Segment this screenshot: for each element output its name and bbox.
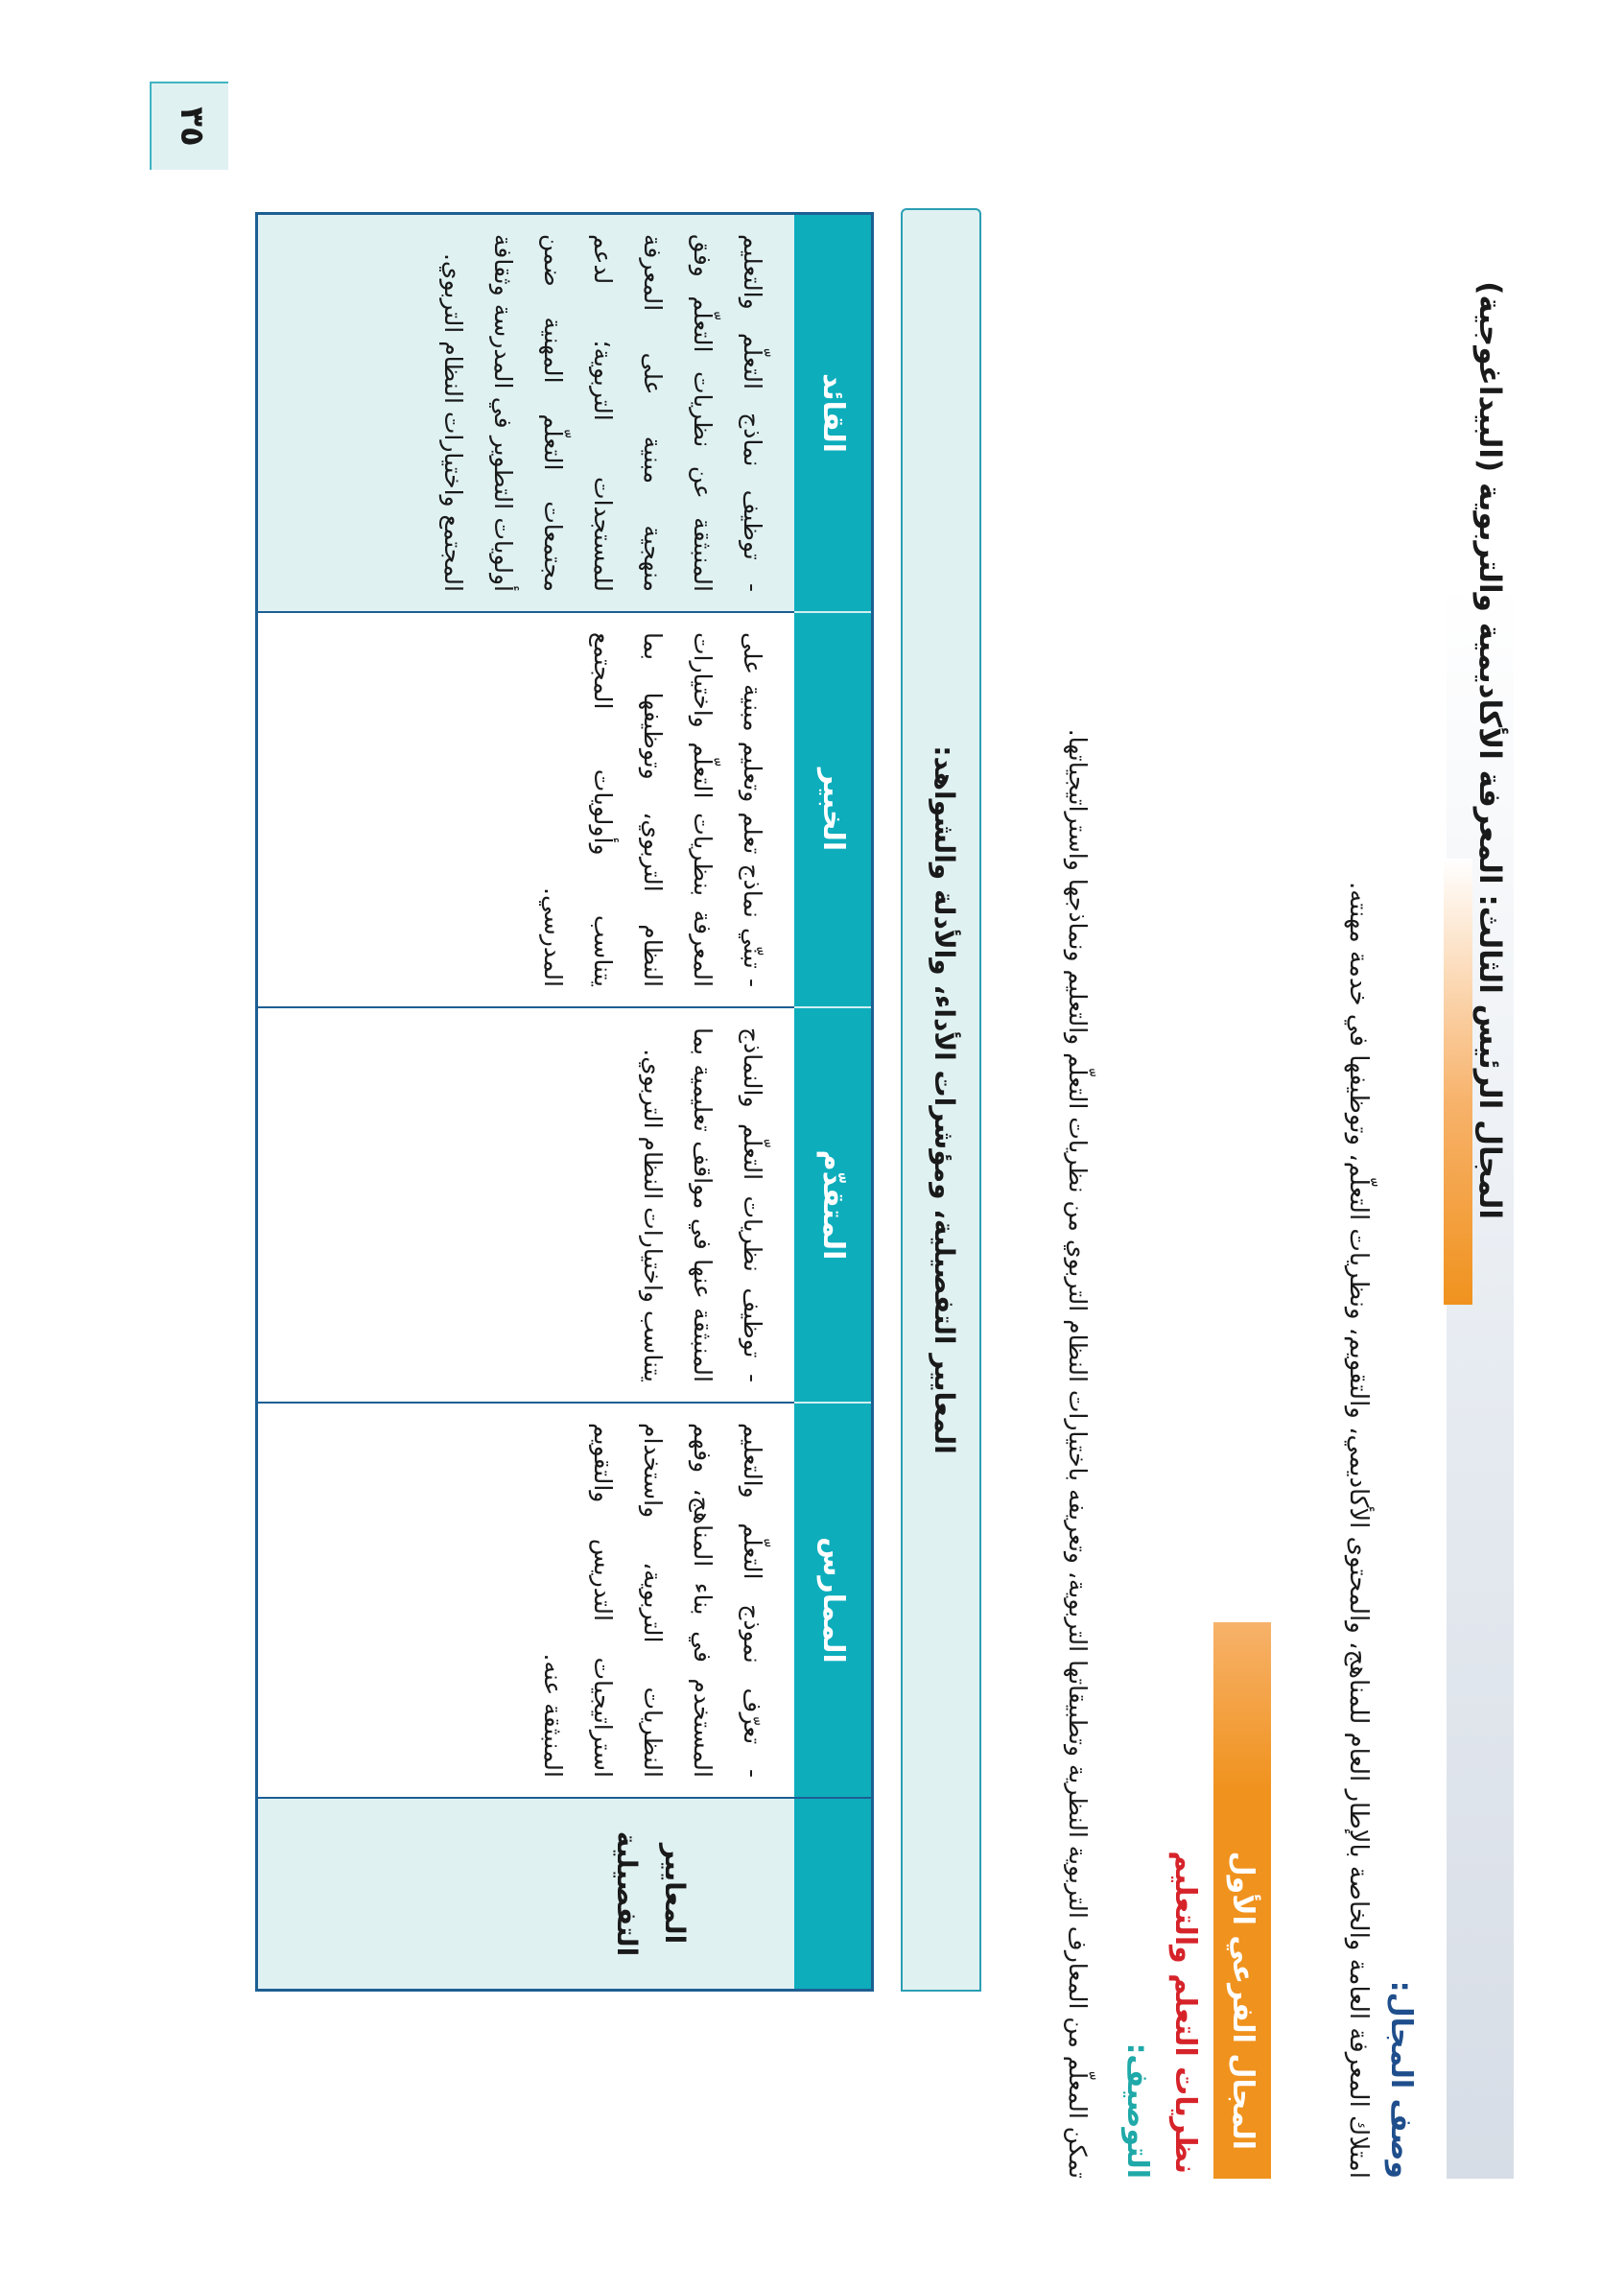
- table-caption: المعايير التفصيلية، ومؤشرات الأداء، والأدلة والشواهد:: [929, 745, 960, 1454]
- column-cell-leader: - توظيف نماذج التعلّم والتعليم المنبثقة عن نظريات التعلّم وفق منهجية مبنية على المعرفة للمستجدات التربوية؛ لدعم مجتمعات التعلّم المهنية ضمن أولويات التطوير في المدرسة وثقافة المجتمع واختيارات النظام التربوي.: [258, 215, 794, 611]
- domain-description-text: امتلاك المعرفة العامة والخاصة بالإطار العام للمناهج، والمحتوى الأكاديمي، والتقويم، ونظريات التعلّم، وتوظيفها في خدمة مهنته.: [1344, 881, 1373, 2179]
- column-cell-expert: - تبنّي نماذج تعلم وتعليم مبنية على المعرفة بنظريات التعلّم واختيارات النظام التربوي، وتوظيفها بما يتناسب وأولويات المجتمع المدرسي.: [258, 611, 794, 1006]
- column-header-leader: القائد: [794, 215, 871, 611]
- column-header-expert: الخبير: [794, 611, 871, 1006]
- column-header-advanced: المتقدّم: [794, 1006, 871, 1402]
- table-caption-box: [901, 208, 981, 1992]
- row-header-cell: [258, 1797, 871, 1989]
- domain-description-label: وصف المجال:: [1384, 1980, 1418, 2179]
- sub-domain-label: المجال الفرعي الأول: [1226, 1851, 1259, 2150]
- page-number-box: [150, 82, 228, 170]
- column-cell-practitioner: - تعرّف نموذج التعلّم والتعليم المستخدم في بناء المناهج، وفهم النظريات التربوية، واستخدام استراتيجيات التدريس والتقويم المنبثقة عنه.: [258, 1402, 794, 1797]
- column-header-practitioner: الممارس: [794, 1402, 871, 1797]
- sub-domain-bar: [1213, 1622, 1271, 2179]
- page-title: المجال الرئيس الثالث: المعرفة الأكاديمية والتربوية (البيداغوجية): [1472, 281, 1507, 1219]
- sub-domain-title: نظريات التعلم والتعليم: [1168, 1851, 1202, 2174]
- standards-table: [255, 212, 874, 1992]
- row-header-label: المعايير التفصيلية: [611, 1830, 691, 1957]
- header-accent-tab: [1444, 859, 1472, 1305]
- page-number: ٣٥: [173, 106, 211, 147]
- description-text: تمكن المعلّم من المعارف التربوية النظرية وتطبيقاتها التربوية، وتعريفه باختيارات النظام التربوي من نظريات التعلّم والتعليم ونماذجها واستراتيجياتها.: [1064, 728, 1092, 2179]
- row-header-top: [794, 1799, 871, 1989]
- column-cell-advanced: - توظيف نظريات التعلّم والنماذج المنبثقة عنها في مواقف تعليمية بما يتناسب واختيارات النظام التربوي.: [258, 1006, 794, 1402]
- description-label: التوصيف:: [1120, 2042, 1154, 2179]
